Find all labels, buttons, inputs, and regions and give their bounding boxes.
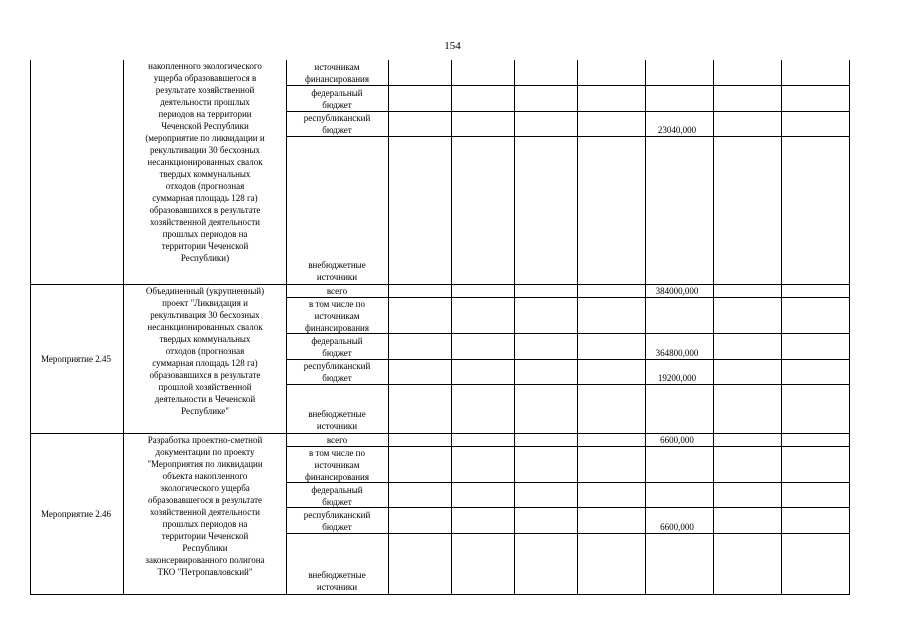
desc-line: отходов (прогнозная [165, 346, 245, 356]
source-line: федеральный [311, 88, 363, 98]
desc-line: образовавшихся в результате [149, 370, 261, 380]
value-cell: 6600,000 [660, 435, 694, 445]
source-cell [287, 360, 387, 384]
desc-line: объекта накопленного [162, 471, 248, 481]
source-line: источники [316, 421, 358, 431]
source-line: источникам [314, 460, 360, 470]
desc-line: образовавшихся в результате [149, 205, 261, 215]
desc-line: суммарная площадь 128 га) [152, 193, 258, 203]
desc-line: твердых коммунальных [159, 169, 251, 179]
source-line: республиканский [303, 113, 371, 123]
desc-line: ущерба образовавшегося в [153, 73, 257, 83]
source-line: финансирования [305, 472, 369, 482]
value-cell: 364800,000 [655, 348, 699, 358]
source-cell [287, 298, 387, 334]
source-line: в том числе по [309, 448, 365, 458]
desc-line: деятельности в Чеченской [154, 394, 256, 404]
desc-line: прошлой хозяйственной [158, 382, 252, 392]
source-line: внебюджетные [308, 260, 366, 270]
source-line: бюджет [322, 348, 352, 358]
desc-line: деятельности прошлых [160, 97, 250, 107]
desc-line: территории Чеченской [161, 531, 249, 541]
desc-line: несанкционированных свалок [147, 157, 263, 167]
source-cell [287, 61, 387, 85]
desc-line: периодов на территории [158, 109, 252, 119]
desc-line: документации по проекту [155, 447, 255, 457]
desc-line: отходов (прогнозная [165, 181, 245, 191]
source-line: внебюджетные [308, 409, 366, 419]
source-line: финансирования [305, 74, 369, 84]
desc-line: хозяйственной деятельности [149, 507, 260, 517]
source-line: бюджет [322, 497, 352, 507]
source-cell [287, 335, 387, 359]
source-line: республиканский [303, 361, 371, 371]
measure-label: Мероприятие 2.46 [41, 509, 111, 519]
desc-line: "Мероприятия по ликвидации [147, 459, 263, 469]
source-line: федеральный [311, 485, 363, 495]
desc-line: результате хозяйственной [155, 85, 255, 95]
source-cell [287, 484, 387, 508]
source-cell [287, 569, 387, 593]
value-cell: 23040,000 [657, 125, 697, 135]
desc-line: суммарная площадь 128 га) [152, 358, 258, 368]
source-line: источникам [314, 311, 360, 321]
desc-line: образовавшегося в результате [147, 495, 262, 505]
source-cell [287, 408, 387, 432]
desc-line: Разработка проектно-сметной [147, 435, 263, 445]
desc-line: хозяйственной деятельности [149, 217, 260, 227]
measure-label: Мероприятие 2.45 [41, 354, 111, 364]
source-line: бюджет [322, 522, 352, 532]
source-line: федеральный [311, 336, 363, 346]
source-line: внебюджетные [308, 570, 366, 580]
desc-line: Республике" [181, 406, 229, 416]
source-cell [287, 112, 387, 136]
source-cell [287, 87, 387, 111]
value-cell: 6600,000 [660, 522, 694, 532]
desc-line: (мероприятие по ликвидации и [145, 133, 265, 143]
desc-line: рекультивации 30 бесхозных [149, 145, 261, 155]
source-line: источники [316, 582, 358, 592]
source-cell [287, 509, 387, 533]
desc-line: законсервированного полигона [145, 555, 265, 565]
desc-line: несанкционированных свалок [147, 322, 263, 332]
source-cell [287, 447, 387, 483]
desc-line: территории Чеченской [161, 241, 249, 251]
source-line: источникам [314, 62, 360, 72]
desc-line: ТКО "Петропавловский" [157, 567, 253, 577]
source-line: финансирования [305, 323, 369, 333]
desc-line: твердых коммунальных [159, 334, 251, 344]
desc-line: проект "Ликвидация и [162, 298, 248, 308]
desc-line: прошлых периодов на [162, 229, 248, 239]
value-cell: 19200,000 [657, 373, 697, 383]
desc-line: Республики [182, 543, 228, 553]
desc-line: Объединенный (укрупненный) [145, 286, 265, 296]
value-cell: 384000,000 [655, 286, 699, 296]
desc-line: прошлых периодов на [162, 519, 248, 529]
source-line: бюджет [322, 100, 352, 110]
m246-description [124, 434, 286, 578]
source-line: в том числе по [309, 299, 365, 309]
source-cell [287, 259, 387, 283]
cont-description [124, 60, 286, 264]
source-line: источники [316, 272, 358, 282]
source-cell: всего [326, 286, 348, 296]
source-line: республиканский [303, 510, 371, 520]
source-line: бюджет [322, 373, 352, 383]
source-line: бюджет [322, 125, 352, 135]
desc-line: экологического ущерба [160, 483, 250, 493]
desc-line: накопленного экологического [148, 61, 262, 71]
desc-line: Республики) [180, 253, 230, 263]
m245-description [124, 285, 286, 417]
source-cell: всего [326, 435, 348, 445]
desc-line: Чеченской Республики [161, 121, 249, 131]
page-number: 154 [444, 40, 461, 52]
desc-line: рекультивация 30 бесхозных [150, 310, 260, 320]
